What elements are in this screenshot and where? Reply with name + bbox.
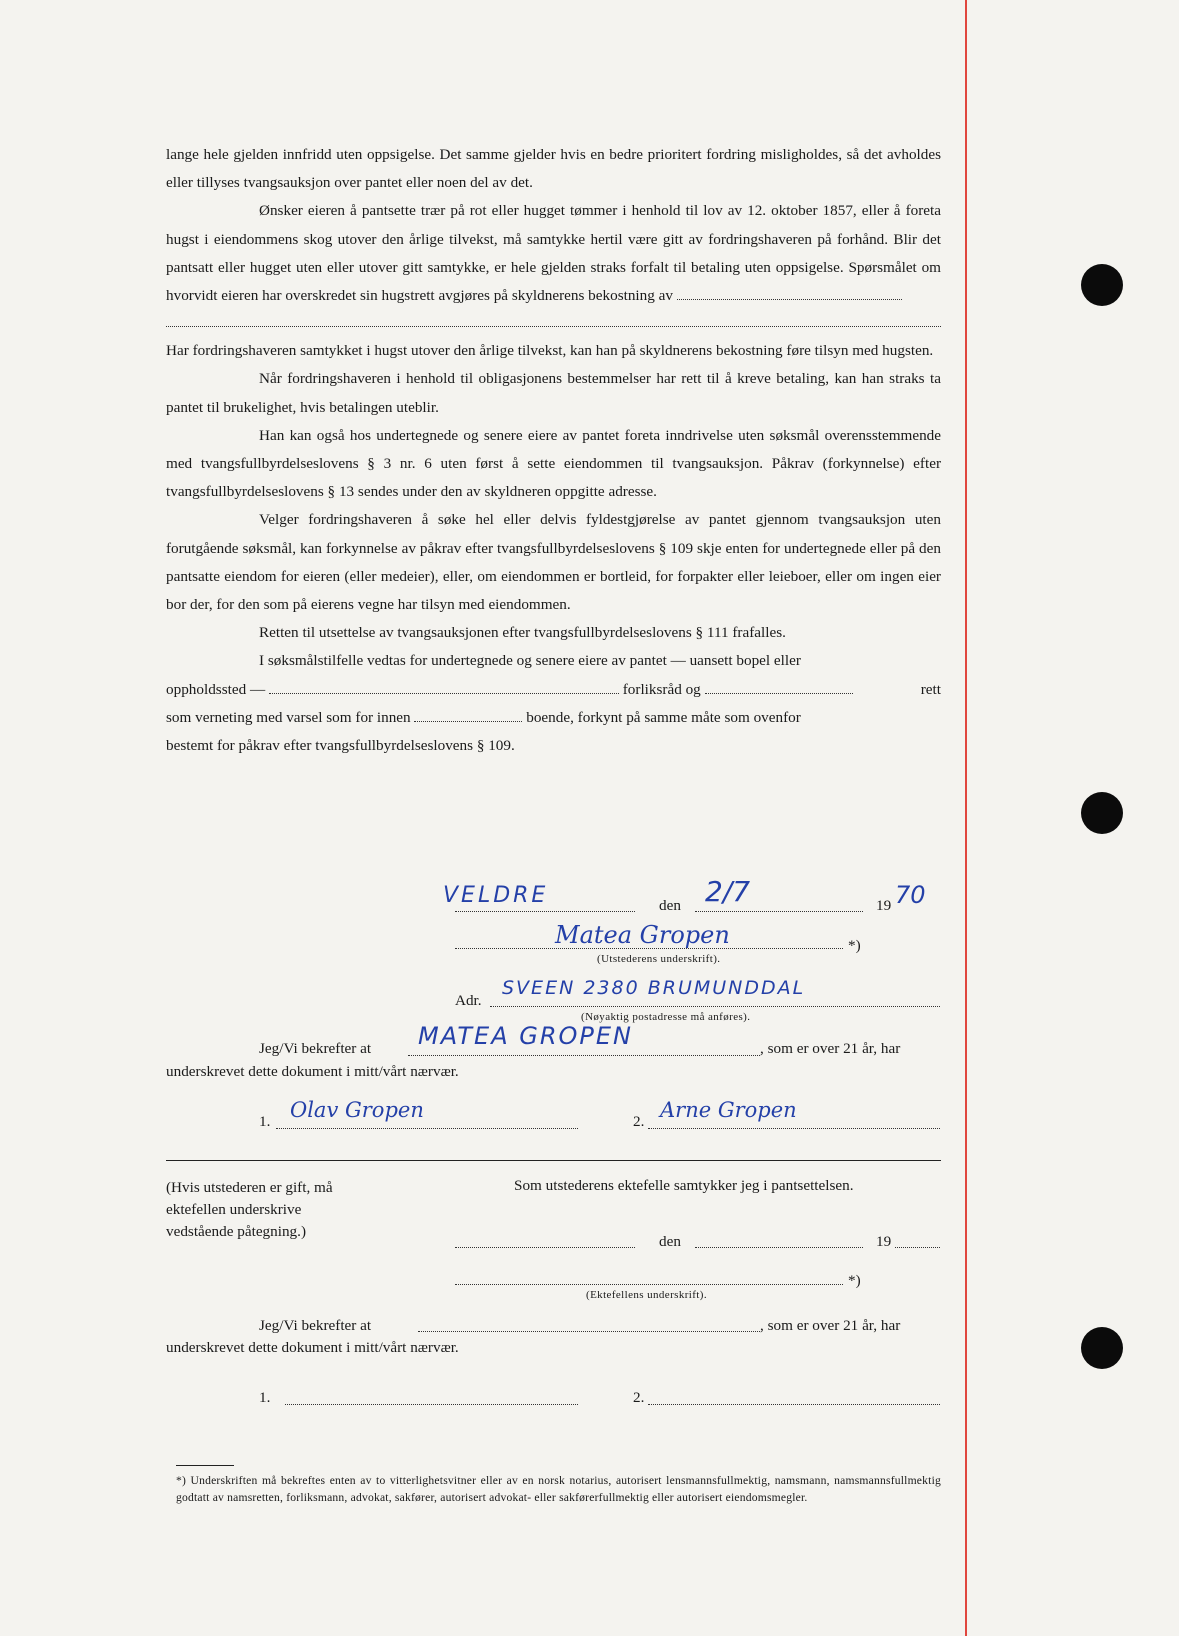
line-bestemt: bestemt for påkrav efter tvangsfullbyrdelseslovens § 109. [166, 737, 515, 755]
boende-label: boende, forkynt på samme måte som ovenfor [526, 708, 801, 726]
body-text [166, 141, 941, 760]
handwritten-witness1: Olav Gropen [290, 1098, 424, 1122]
rett-label: rett [920, 680, 941, 698]
paragraph-tilsyn: Har fordringshaveren samtykket i hugst utover den årlige tilvekst, kan han på skyldnerens bekostning føre tilsyn med hugsten. [166, 342, 934, 360]
spouse-witness1-number: 1. [259, 1389, 271, 1406]
paragraph-hugst-text: Ønsker eieren å pantsette trær på rot eller hugget tømmer i henhold til lov av 12. oktober 1857, eller å foreta hugst i eiendommens skog utover den årlige tilvekst, må samtykke hertil være gitt av fordringshaveren på forhånd. Blir det pantsatt eller hugget uten eller utover gitt samtykke, er hele gjelden straks forfalt til betaling uten oppsigelse. Spørsmålet om hvorvidt eieren har overskredet sin hugstrett avgjøres på skyldnerens bekostning av [166, 202, 941, 305]
paragraph-inndrivelse: Han kan også hos undertegnede og senere eiere av pantet foreta inndrivelse uten søksmål overensstemmende med tvangsfullbyrdelseslovens § 3 nr. 6 uten først å sette eiendommen til tvangsauksjon. Påkrav (forkynnelse) efter tvangsfullbyrdelseslovens § 13 sendes under den av skyldneren oppgitte adresse. [166, 426, 941, 501]
forliksrad-label: forliksråd og [622, 680, 701, 698]
spouse-confirm-suffix: , som er over 21 år, har [760, 1317, 901, 1334]
varsel-line [414, 707, 522, 722]
punch-hole-bottom [1081, 1327, 1123, 1369]
address-line [490, 1006, 940, 1007]
handwritten-year: 70 [895, 881, 926, 909]
paragraph-forkynnelse: Velger fordringshaveren å søke hel eller delvis fyldestgjørelse av pantet gjennom tvangsauksjon uten forutgående søksmål, kan forkynnelse av påkrav efter tvangsfullbyrdelseslovens § 109 skje enten for undertegnede eller på den pantsatte eiendom for eieren (eller medeier), eller, om eiendommen er bortleid, for forpakter eller leieboer, eller om ingen eier bor der, for den som på eierens vegne har tilsyn med eiendommen. [166, 511, 941, 614]
confirm-name-line [408, 1055, 760, 1056]
spouse-star: *) [848, 1272, 861, 1289]
verneting-label: som verneting med varsel som for innen [166, 708, 411, 726]
paragraph-1: lange hele gjelden innfridd uten oppsigelse. Det samme gjelder hvis en bedre prioritert fordring misligholdes, så det avholdes eller tillyses tvangsauksjon over pantet eller noen del av det. [166, 146, 941, 192]
handwritten-witness2: Arne Gropen [660, 1098, 797, 1122]
address-caption: (Nøyaktig postadresse må anføres). [581, 1011, 751, 1023]
line-oppholdssted [166, 676, 941, 704]
paragraph-utsettelse: Retten til utsettelse av tvangsauksjonen efter tvangsfullbyrdelseslovens § 111 frafalles. [259, 624, 786, 642]
adr-label: Adr. [455, 992, 482, 1009]
spouse-consent: Som utstederens ektefelle samtykker jeg i pantsettelsen. [514, 1177, 854, 1194]
witness2-number: 2. [633, 1113, 645, 1130]
confirm-suffix: , som er over 21 år, har [760, 1040, 901, 1057]
footnote: *) Underskriften må bekreftes enten av to vitterlighetsvitner eller av en norsk notarius, autorisert lensmannsfullmektig, namsmann, namsmannsfullmektig godtatt av namsretten, forliksmann, advokat, sakfører, autorisert advokat- eller sakførerfullmektig eller autorisert eiendomsmegler. [176, 1474, 941, 1504]
handwritten-address: SVEEN 2380 BRUMUNDDAL [502, 977, 806, 999]
handwritten-confirm-name: MATEA GROPEN [418, 1022, 634, 1050]
spouse-note: (Hvis utstederen er gift, må ektefellen underskrive vedstående påtegning.) [166, 1179, 333, 1240]
line-verneting [166, 704, 941, 732]
spouse-confirm-line [418, 1331, 760, 1332]
confirm-prefix: Jeg/Vi bekrefter at [259, 1040, 372, 1057]
date-line [695, 911, 863, 912]
place-line [455, 911, 635, 912]
paragraph-hugst [166, 197, 941, 310]
forliksrad-line [705, 679, 853, 694]
footnote-rule [176, 1465, 234, 1466]
signature-caption: (Utstederens underskrift). [597, 953, 721, 965]
hugst-assessor-line [677, 285, 902, 300]
spouse-place-line [455, 1247, 635, 1248]
spouse-witness2-number: 2. [633, 1389, 645, 1406]
paragraph-betaling: Når fordringshaveren i henhold til obligasjonens bestemmelser har rett til å kreve betaling, kan han straks ta pantet til brukelighet, hvis betalingen uteblir. [166, 370, 941, 416]
punch-hole-top [1081, 264, 1123, 306]
handwritten-signature: Matea Gropen [555, 921, 730, 949]
year-prefix: 19 [876, 897, 892, 914]
witness2-line [648, 1128, 940, 1129]
oppholdssted-label: oppholdssted — [166, 680, 266, 698]
spouse-date-line [695, 1247, 863, 1248]
oppholdssted-line [269, 679, 619, 694]
blank-full-line [166, 312, 941, 327]
witness1-line [276, 1128, 578, 1129]
den-label: den [659, 897, 681, 914]
red-margin-line [965, 0, 967, 1636]
handwritten-date: 2/7 [705, 875, 751, 908]
signature-line [455, 948, 843, 949]
spouse-year-line [895, 1247, 940, 1248]
spouse-year-prefix: 19 [876, 1233, 892, 1250]
witness1-number: 1. [259, 1113, 271, 1130]
spouse-witness2-line [648, 1404, 940, 1405]
spouse-signature-line [455, 1284, 843, 1285]
paragraph-verneting: I søksmålstilfelle vedtas for undertegnede og senere eiere av pantet — uansett bopel eller [259, 652, 801, 670]
spouse-den-label: den [659, 1233, 681, 1250]
handwritten-place: VELDRE [443, 883, 549, 908]
spouse-caption: (Ektefellens underskrift). [586, 1289, 707, 1301]
spouse-confirm-line2: underskrevet dette dokument i mitt/vårt nærvær. [166, 1339, 459, 1356]
signature-star: *) [848, 937, 861, 954]
spouse-witness1-line [285, 1404, 578, 1405]
confirm-line2: underskrevet dette dokument i mitt/vårt nærvær. [166, 1063, 459, 1080]
spouse-confirm-prefix: Jeg/Vi bekrefter at [259, 1317, 372, 1334]
punch-hole-middle [1081, 792, 1123, 834]
section-divider [166, 1160, 941, 1161]
